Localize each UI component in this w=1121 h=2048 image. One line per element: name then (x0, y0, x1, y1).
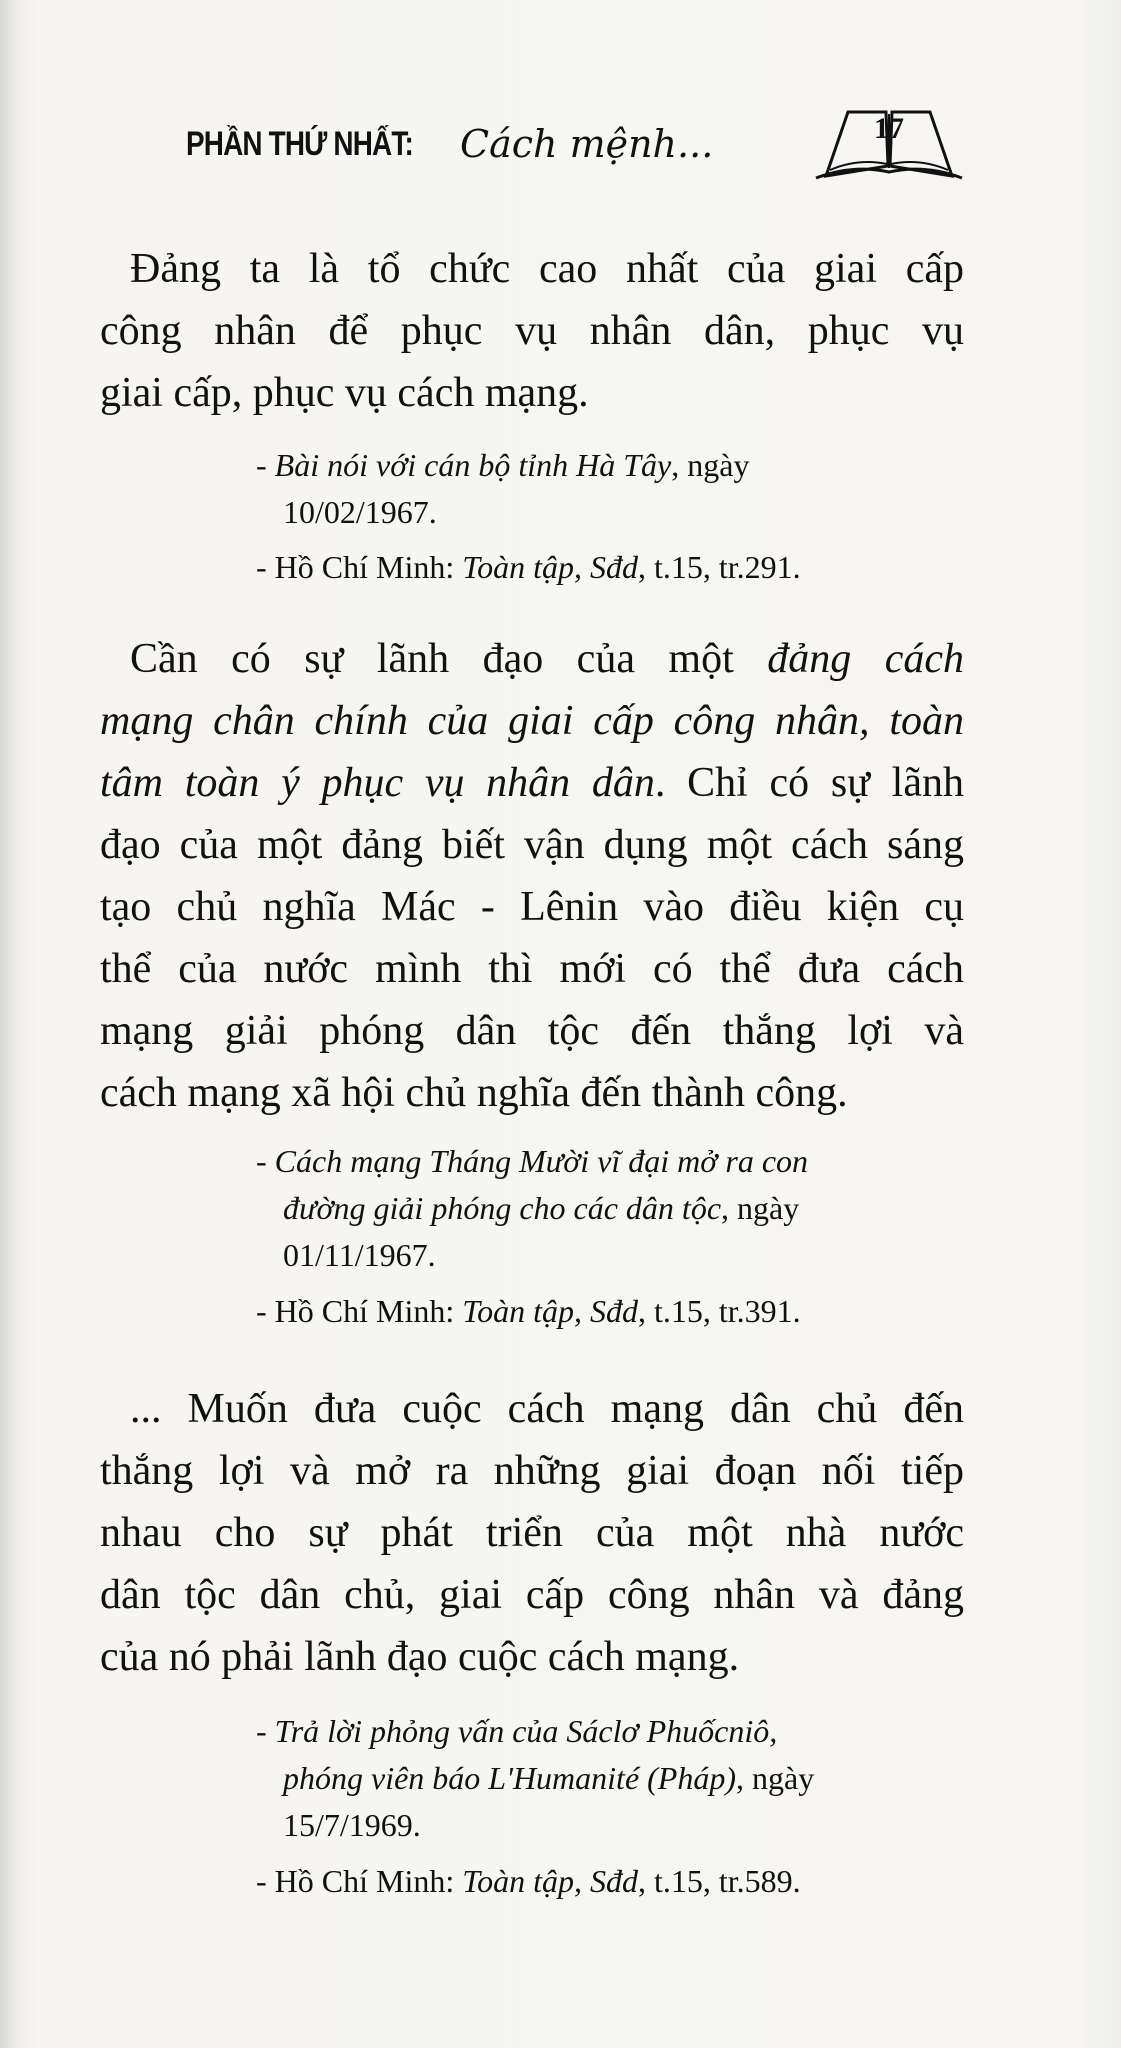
quote-3-citation (256, 1858, 801, 1905)
text-segment: mạng giải phóng dân tộc đến thắng lợi và (100, 1008, 964, 1054)
citation-pages: , t.15, tr.291. (637, 549, 801, 585)
text-segment: Cần có sự lãnh đạo của một (130, 636, 768, 682)
text-line: nhau cho sự phát triển của một nhà nước (100, 1510, 964, 1556)
source-title-cont: phóng viên báo L'Humanité (Pháp) (283, 1760, 736, 1796)
source-title: Trả lời phỏng vấn của Sáclơ Phuốcniô, (274, 1713, 778, 1749)
source-line (256, 1802, 814, 1849)
quote-2-text (100, 628, 964, 1124)
quote-1-citation (256, 544, 801, 591)
citation-line (256, 544, 801, 591)
source-title: Cách mạng Tháng Mười vĩ đại mở ra con (274, 1143, 809, 1179)
quote-1-source (256, 442, 749, 536)
citation-pages: , t.15, tr.589. (637, 1863, 801, 1899)
citation-author: - Hồ Chí Minh: (256, 549, 463, 585)
text-line (100, 938, 964, 1000)
emphasized-text: mạng chân chính của giai cấp công nhân, toàn (100, 698, 964, 744)
text-line: Đảng ta là tổ chức cao nhất của giai cấp (130, 246, 964, 292)
source-line (256, 1138, 808, 1185)
open-book-icon (808, 104, 970, 184)
text-line (100, 628, 964, 690)
quote-3-source (256, 1708, 814, 1849)
text-line (100, 876, 964, 938)
page-number: 17 (874, 112, 904, 145)
text-segment: . Chỉ có sự lãnh (654, 760, 964, 806)
source-title: Bài nói với cán bộ tỉnh Hà Tây (274, 447, 672, 483)
source-date: 10/02/1967. (283, 494, 437, 530)
text-segment: cách mạng xã hội chủ nghĩa đến thành công. (100, 1070, 848, 1116)
source-date-label: , ngày (721, 1190, 800, 1226)
page-spine-shadow (0, 0, 18, 2048)
text-line (100, 814, 964, 876)
quote-3-text (100, 1378, 964, 1688)
text-line: của nó phải lãnh đạo cuộc cách mạng. (100, 1634, 740, 1680)
source-dash: - (256, 1713, 275, 1749)
source-title-cont: đường giải phóng cho các dân tộc (283, 1190, 722, 1226)
quote-2-citation (256, 1288, 801, 1335)
text-line: ... Muốn đưa cuộc cách mạng dân chủ đến (130, 1386, 964, 1432)
source-date: 01/11/1967. (283, 1237, 436, 1273)
source-date: 15/7/1969. (283, 1807, 421, 1843)
source-dash: - (256, 1143, 275, 1179)
quote-1-text (100, 238, 964, 424)
text-line (100, 690, 964, 752)
text-line (100, 752, 964, 814)
source-line (256, 489, 749, 536)
text-line: công nhân để phục vụ nhân dân, phục vụ (100, 308, 964, 354)
source-line (256, 442, 749, 489)
citation-work: Toàn tập, Sđd (462, 549, 638, 585)
text-segment: thể của nước mình thì mới có thể đưa cách (100, 946, 964, 992)
citation-author: - Hồ Chí Minh: (256, 1293, 463, 1329)
text-line (100, 1000, 964, 1062)
citation-pages: , t.15, tr.391. (637, 1293, 801, 1329)
citation-line (256, 1858, 801, 1905)
text-segment: đạo của một đảng biết vận dụng một cách sáng (100, 822, 964, 868)
citation-line (256, 1288, 801, 1335)
source-line (256, 1708, 814, 1755)
citation-work: Toàn tập, Sđd (462, 1863, 638, 1899)
emphasized-text: đảng cách (767, 636, 964, 682)
source-date-label: , ngày (671, 447, 750, 483)
text-line (100, 1062, 964, 1124)
part-subtitle: Cách mệnh... (460, 122, 714, 166)
source-line (256, 1755, 814, 1802)
source-date-label: , ngày (736, 1760, 815, 1796)
text-segment: tạo chủ nghĩa Mác - Lênin vào điều kiện cụ (100, 884, 964, 930)
source-line (256, 1232, 808, 1279)
text-line: dân tộc dân chủ, giai cấp công nhân và đảng (100, 1572, 964, 1618)
citation-work: Toàn tập, Sđd (462, 1293, 638, 1329)
quote-2-source (256, 1138, 808, 1279)
page-header (0, 0, 1121, 200)
text-line: giai cấp, phục vụ cách mạng. (100, 370, 589, 416)
source-line (256, 1185, 808, 1232)
citation-author: - Hồ Chí Minh: (256, 1863, 463, 1899)
text-line: thắng lợi và mở ra những giai đoạn nối tiếp (100, 1448, 964, 1494)
part-label: PHẦN THỨ NHẤT: (186, 125, 413, 163)
emphasized-text: tâm toàn ý phục vụ nhân dân (100, 760, 655, 806)
source-dash: - (256, 447, 275, 483)
